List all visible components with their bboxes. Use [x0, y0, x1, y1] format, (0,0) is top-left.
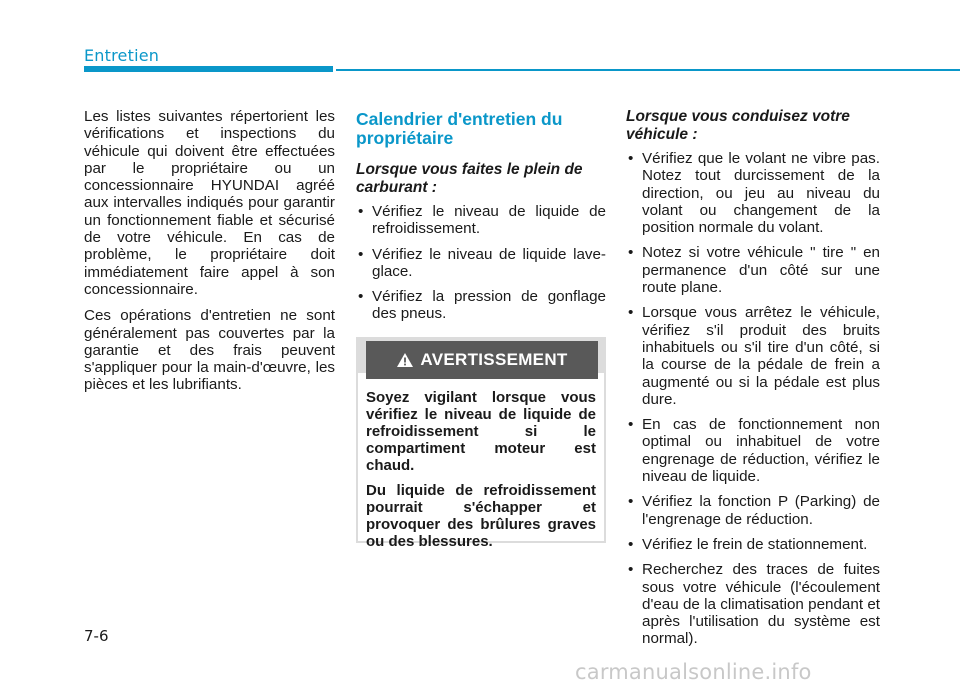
list-item: • Lorsque vous arrêtez le véhicule, vérifiez s'il produit des bruits inhabituels ou s'il tire d'un côté, si la course de la pédale de frein a augmenté ou si la pédale est plus dure.: [626, 304, 880, 408]
driving-subheading: Lorsque vous conduisez votre véhicule :: [626, 108, 850, 143]
warning-header: [366, 341, 598, 379]
list-item: • Recherchez des traces de fuites sous votre véhicule (l'écoulement d'eau de la climatisation pendant et après l'utilisation du système est normal).: [626, 561, 880, 647]
warning-paragraph-1: Soyez vigilant lorsque vous vérifiez le niveau de liquide de refroidissement si le compartiment moteur est chaud.: [366, 388, 596, 474]
refuel-subheading: Lorsque vous faites le plein de carburant :: [356, 161, 583, 196]
page-number: 7-6: [84, 627, 109, 645]
list-item: • Vérifiez le frein de stationnement.: [626, 536, 880, 553]
warning-box: [356, 337, 606, 550]
driving-checklist: [626, 150, 880, 648]
list-item: • En cas de fonctionnement non optimal ou inhabituel de votre engrenage de réduction, vérifiez le niveau de liquide.: [626, 416, 880, 485]
column-intro: [84, 108, 335, 403]
intro-paragraph-2: Ces opérations d'entretien ne sont généralement pas couvertes par la garantie et des frais peuvent s'appliquer pour la main-d'œuvre, les pièces et les lubrifiants.: [84, 307, 335, 394]
list-item: • Vérifiez que le volant ne vibre pas. Notez tout durcissement de la direction, ou jeu au niveau du volant ou changement de la position normale du volant.: [626, 150, 880, 236]
list-item: • Notez si votre véhicule " tire " en permanence d'un côté sur une route plane.: [626, 244, 880, 296]
warning-triangle-icon: [396, 352, 414, 368]
list-item: • Vérifiez le niveau de liquide lave-glace.: [356, 246, 606, 281]
column-driving: [626, 108, 880, 656]
list-item: • Vérifiez la pression de gonflage des pneus.: [356, 288, 606, 323]
list-item: • Vérifiez le niveau de liquide de refroidissement.: [356, 203, 606, 238]
warning-title: AVERTISSEMENT: [420, 350, 568, 370]
header-rule-thin: [336, 69, 960, 71]
warning-body: [358, 373, 604, 550]
refuel-checklist: [356, 203, 606, 323]
list-item: • Vérifiez la fonction P (Parking) de l'engrenage de réduction.: [626, 493, 880, 528]
intro-paragraph-1: Les listes suivantes répertorient les vérifications et inspections du véhicule qui doivent être effectuées par le propriétaire ou un concessionnaire HYUNDAI agréé aux intervalles indiqués pour garantir un fonctionnement fiable et sécurisé de votre véhicule. En cas de problème, le propriétaire doit immédiatement faire appel à son concessionnaire.: [84, 108, 335, 298]
section-title: Entretien: [84, 46, 160, 65]
warning-paragraph-2: Du liquide de refroidissement pourrait s'échapper et provoquer des brûlures graves ou des blessures.: [366, 481, 596, 550]
header-rule-thick: [84, 66, 333, 72]
column-schedule: [356, 108, 606, 550]
watermark: carmanualsonline.info: [575, 660, 812, 684]
schedule-heading: Calendrier d'entretien du propriétaire: [356, 109, 563, 148]
